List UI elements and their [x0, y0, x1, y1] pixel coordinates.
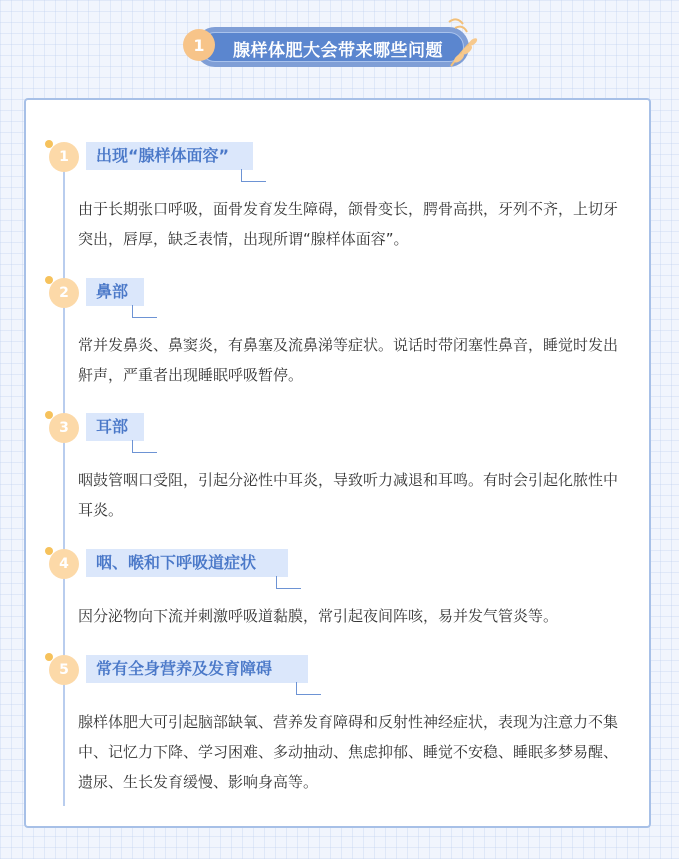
section-body: 咽鼓管咽口受阻，引起分泌性中耳炎，导致听力减退和耳鸣。有时会引起化脓性中耳炎。: [78, 471, 619, 519]
leaf-decoration-icon: [443, 16, 479, 72]
section-body: 因分泌物向下流并刺激呼吸道黏膜，常引起夜间阵咳，易并发气管炎等。: [78, 607, 559, 625]
section-title: 耳部: [86, 413, 144, 441]
title-underline: [276, 576, 301, 589]
title-underline: [132, 440, 157, 453]
header-banner: [183, 22, 475, 72]
section-body: 腺样体肥大可引起脑部缺氧、营养发育障碍和反射性神经症状，表现为注意力不集中、记忆力下降、学习困难、多动抽动、焦虑抑郁、睡觉不安稳、睡眠多梦易醒、遗尿、生长发育缓慢、影响身高等。: [78, 713, 619, 791]
section-body: 常并发鼻炎、鼻窦炎，有鼻塞及流鼻涕等症状。说话时带闭塞性鼻音，睡觉时发出鼾声，严重者出现睡眠呼吸暂停。: [78, 336, 619, 384]
section-number-badge: 1: [49, 142, 79, 172]
badge-dot: [45, 411, 53, 419]
section-title: 常有全身营养及发育障碍: [86, 655, 308, 683]
section-title: 咽、喉和下呼吸道症状: [86, 549, 288, 577]
badge-dot: [45, 653, 53, 661]
badge-dot: [45, 140, 53, 148]
badge-dot: [45, 276, 53, 284]
title-underline: [296, 682, 321, 695]
section-number-badge: 4: [49, 549, 79, 579]
header-title: 腺样体肥大会带来哪些问题: [233, 41, 443, 61]
section-body: 由于长期张口呼吸，面骨发育发生障碍，颌骨变长，腭骨高拱，牙列不齐，上切牙突出，唇厚，缺乏表情，出现所谓“腺样体面容”。: [78, 200, 619, 248]
section-number-badge: 2: [49, 278, 79, 308]
section-number-badge: 5: [49, 655, 79, 685]
title-underline: [132, 305, 157, 318]
content-card: [24, 98, 651, 828]
title-underline: [241, 169, 266, 182]
section-title: 出现“腺样体面容”: [86, 142, 253, 170]
badge-dot: [45, 547, 53, 555]
timeline-line: [63, 156, 65, 806]
header-number-badge: 1: [183, 29, 215, 61]
section-title: 鼻部: [86, 278, 144, 306]
section-number-badge: 3: [49, 413, 79, 443]
